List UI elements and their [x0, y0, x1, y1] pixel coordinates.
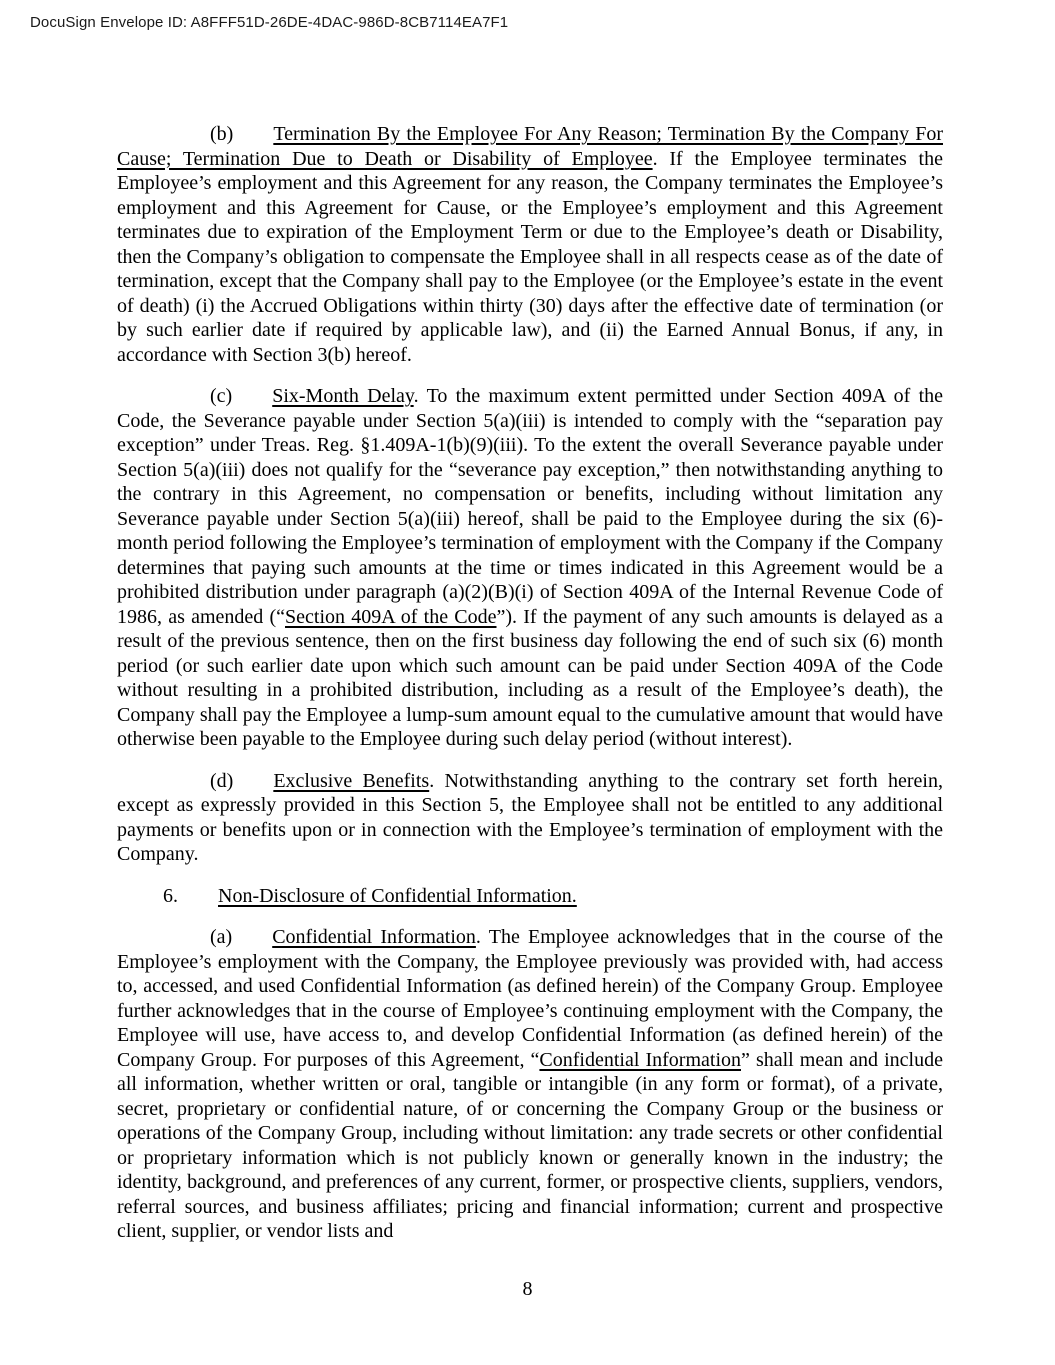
- tab-space: [232, 384, 272, 409]
- section-heading-non-disclosure: [117, 884, 943, 909]
- underlined-text-run: Non-Disclosure of Confidential Information.: [218, 884, 577, 907]
- paragraph-six-month-delay: [117, 384, 943, 752]
- document-body: [117, 122, 943, 1261]
- paragraph-exclusive-benefits: [117, 769, 943, 867]
- tab-space: [233, 122, 273, 147]
- paragraph-confidential-information: [117, 925, 943, 1244]
- paragraph-termination-by-employee: [117, 122, 943, 367]
- underlined-text-run: Six-Month Delay: [272, 385, 414, 407]
- text-run: (c): [210, 385, 233, 407]
- docusign-envelope-id: DocuSign Envelope ID: A8FFF51D-26DE-4DAC-986D-8CB7114EA7F1: [30, 14, 509, 31]
- text-run: 6.: [163, 884, 178, 907]
- underlined-text-run: Section 409A of the Code: [285, 605, 497, 628]
- underlined-text-run: Confidential Information: [272, 926, 476, 948]
- text-run: (b): [210, 123, 234, 145]
- tab-space: [232, 925, 272, 950]
- text-run: ” shall mean and include all information, whether written or oral, tangible or intangible (in any form or format), of a private, secret, proprietary or confidential nature, of or concerning the Company Group or the business or operations of the Company Group, including without limitation: any trade secrets or other confidential or proprietary information which is not publicly known or generally known in the industry; the identity, background, and preferences of any current, former, or prospective clients, suppliers, vendors, referral sources, and business affiliates; pricing and financial information; current and prospective client, supplier, or vendor lists and: [117, 1048, 943, 1242]
- tab-space: [178, 884, 218, 909]
- text-run: (d): [210, 769, 234, 792]
- underlined-text-run: Termination By the Employee For Any Reason; Termination By the Company For Cause; Termination Due to Death or Disability of Employee: [117, 123, 943, 170]
- text-run: . To the maximum extent permitted under Section 409A of the Code, the Severance payable under Section 5(a)(iii) is intended to comply with the “separation pay exception” under Treas. Reg. §1.409A-1(b)(9)(iii). To the extent the overall Severance payable under Section 5(a)(iii) does not qualify for the “severance pay exception,” then notwithstanding anything to the contrary in this Agreement, no compensation or benefits, including without limitation any Severance payable under Section 5(a)(iii) hereof, shall be paid to the Employee during the six (6)-month period following the Employee’s termination of employment with the Company if the Company determines that paying such amounts at the time or times indicated in this Agreement would be a prohibited distribution under paragraph (a)(2)(B)(i) of Section 409A of the Internal Revenue Code of 1986, as amended (“: [117, 385, 944, 628]
- underlined-text-run: Confidential Information: [539, 1048, 741, 1071]
- text-run: (a): [210, 926, 233, 948]
- underlined-text-run: Exclusive Benefits: [273, 769, 430, 792]
- text-run: . Notwithstanding anything to the contrary set forth herein, except as expressly provided in this Section 5, the Employee shall not be entitled to any additional payments or benefits upon or in connection with the Employee’s termination of employment with the Company.: [117, 769, 943, 865]
- text-run: ”). If the payment of any such amounts is delayed as a result of the previous sentence, then on the first business day following the end of such six (6) month period (or such earlier date upon which such amount can be paid under Section 409A of the Code without resulting in a prohibited distribution, including as a result of the Employee’s death), the Company shall pay the Employee a lump-sum amount equal to the cumulative amount that would have otherwise been payable to the Employee during such delay period (without interest).: [117, 605, 943, 750]
- text-run: . The Employee acknowledges that in the course of the Employee’s employment with the Company, the Employee previously was provided with, had access to, accessed, and used Confidential Information (as defined herein) of the Company Group. Employee further acknowledges that in the course of Employee’s continuing employment with the Company, the Employee will use, have access to, and develop Confidential Information (as defined herein) of the Company Group. For purposes of this Agreement, “: [117, 926, 943, 1071]
- page-number: 8: [522, 1278, 533, 1300]
- text-run: . If the Employee terminates the Employee’s employment and this Agreement for any reason, the Company terminates the Employee’s employment and this Agreement for Cause, or the Employee’s employment and this Agreement terminates due to expiration of the Employment Term or due to the Employee’s death or Disability, then the Company’s obligation to compensate the Employee shall in all respects cease as of the date of termination, except that the Company shall pay to the Employee (or the Employee’s estate in the event of death) (i) the Accrued Obligations within thirty (30) days after the effective date of termination (or by such earlier date if required by applicable law), and (ii) the Earned Annual Bonus, if any, in accordance with Section 3(b) hereof.: [117, 147, 943, 366]
- tab-space: [233, 769, 273, 794]
